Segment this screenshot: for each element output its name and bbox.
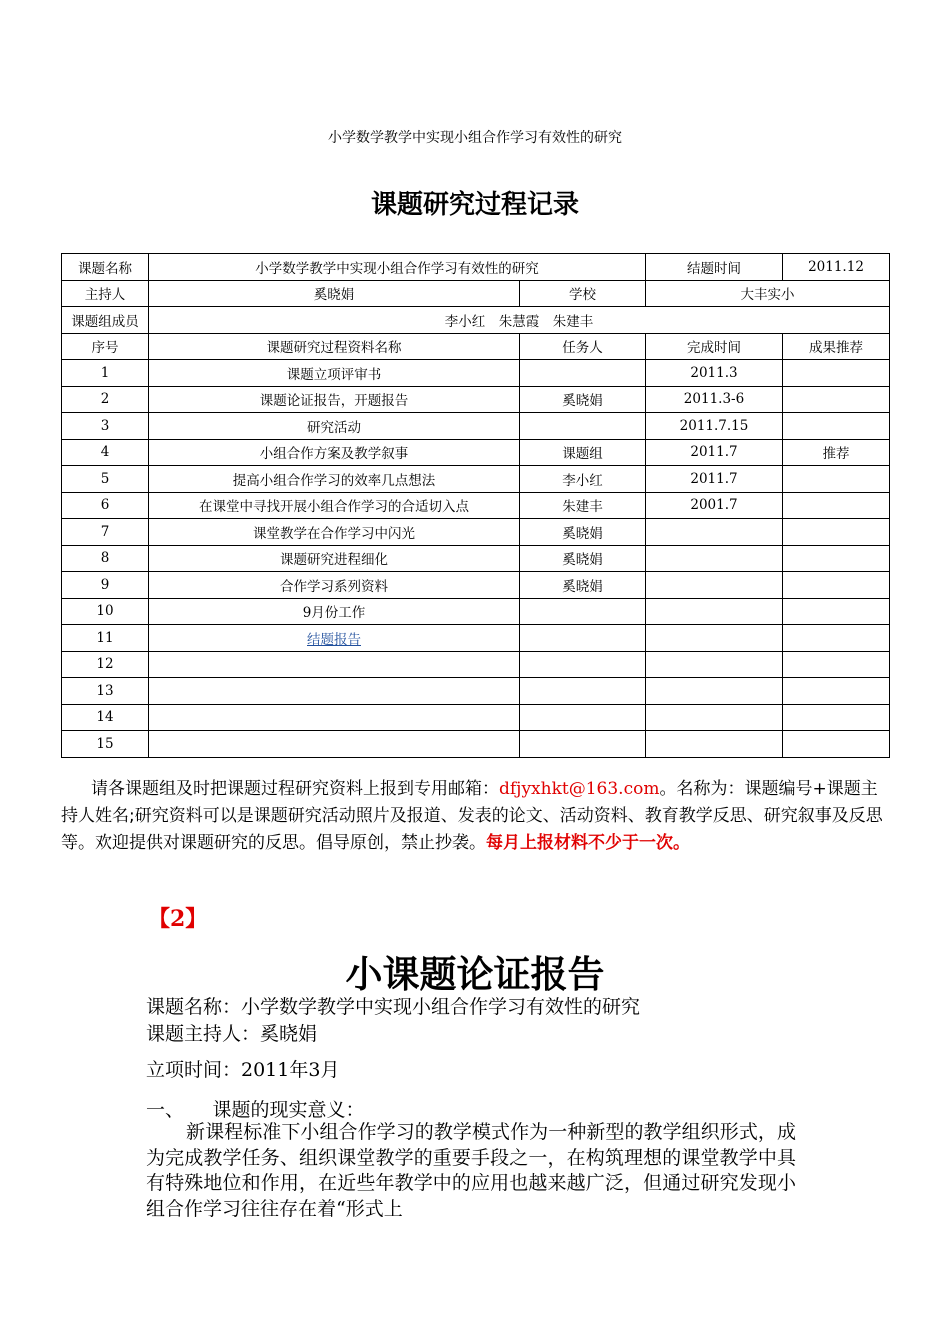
cell-recommend (783, 598, 890, 625)
cell-recommend (783, 413, 890, 440)
document-title: 课题研究过程记录 (370, 190, 579, 220)
cell-recommend (783, 651, 890, 678)
cell-no: 4 (62, 439, 149, 466)
table-row (62, 598, 890, 625)
cell-person: 奚晓娟 (520, 545, 646, 572)
cell-date: 2011.3-6 (646, 386, 783, 413)
cell-name (149, 678, 520, 705)
cell-date (646, 678, 783, 705)
cell-person: 奚晓娟 (520, 386, 646, 413)
members-value: 李小红 朱慧霞 朱建丰 (149, 307, 890, 334)
table-row (62, 678, 890, 705)
end-time-label: 结题时间 (646, 254, 783, 281)
cell-name: 9月份工作 (149, 598, 520, 625)
cell-date (646, 519, 783, 546)
cell-date: 2011.3 (646, 360, 783, 387)
cell-no: 12 (62, 651, 149, 678)
table-row (62, 492, 890, 519)
cell-recommend (783, 545, 890, 572)
cell-date: 2011.7 (646, 439, 783, 466)
cell-name: 合作学习系列资料 (149, 572, 520, 599)
cell-person (520, 651, 646, 678)
cell-no: 5 (62, 466, 149, 493)
table-row (62, 413, 890, 440)
cell-person (520, 360, 646, 387)
cell-recommend (783, 704, 890, 731)
cell-name: 课题论证报告，开题报告 (149, 386, 520, 413)
cell-recommend (783, 492, 890, 519)
section-marker: 【2】 (148, 906, 208, 932)
cell-recommend (783, 731, 890, 758)
table-row (62, 625, 890, 652)
cell-person: 李小红 (520, 466, 646, 493)
cell-date: 2011.7.15 (646, 413, 783, 440)
cell-person (520, 413, 646, 440)
cell-date (646, 731, 783, 758)
report-title: 小课题论证报告 (345, 952, 605, 996)
cell-person (520, 598, 646, 625)
cell-date (646, 625, 783, 652)
table-row (62, 386, 890, 413)
section-heading: 一、 课题的现实意义： (146, 1099, 365, 1121)
cell-date (646, 572, 783, 599)
report-topic-line: 课题名称：小学数学教学中实现小组合作学习有效性的研究 (146, 996, 641, 1018)
table-row (62, 519, 890, 546)
cell-no: 3 (62, 413, 149, 440)
note-text-after: 。名称为：课题编号+课题主持人姓名;研究资料可以是课题研究活动照片及报道、发表的论文、活动资料、教育教学反思、研究叙事及反思等。欢迎提供对课题研究的反思。倡导原创，禁止抄袭。 (61, 779, 883, 853)
cell-recommend (783, 386, 890, 413)
cell-recommend (783, 572, 890, 599)
note-highlight: 每月上报材料不少于一次。 (486, 833, 690, 853)
cell-name (149, 731, 520, 758)
cell-person (520, 678, 646, 705)
cell-person (520, 704, 646, 731)
cell-name (149, 651, 520, 678)
running-title: 小学数学教学中实现小组合作学习有效性的研究 (328, 130, 622, 146)
cell-person (520, 625, 646, 652)
cell-date (646, 598, 783, 625)
cell-recommend (783, 519, 890, 546)
final-report-link[interactable]: 结题报告 (307, 631, 361, 648)
cell-date (646, 545, 783, 572)
members-label: 课题组成员 (62, 307, 149, 334)
cell-no: 2 (62, 386, 149, 413)
cell-no: 9 (62, 572, 149, 599)
cell-no: 14 (62, 704, 149, 731)
column-header-person: 任务人 (520, 333, 646, 360)
table-row (62, 572, 890, 599)
cell-name: 提高小组合作学习的效率几点想法 (149, 466, 520, 493)
cell-person: 朱建丰 (520, 492, 646, 519)
column-header-no: 序号 (62, 333, 149, 360)
cell-date (646, 704, 783, 731)
school-value: 大丰实小 (646, 280, 890, 307)
cell-recommend (783, 625, 890, 652)
table-row (62, 545, 890, 572)
column-header-recommend: 成果推荐 (783, 333, 890, 360)
email-address: dfjyxhkt@163.com (499, 779, 660, 799)
cell-name: 在课堂中寻找开展小组合作学习的合适切入点 (149, 492, 520, 519)
cell-no: 10 (62, 598, 149, 625)
submission-note (61, 776, 891, 857)
cell-person: 课题组 (520, 439, 646, 466)
host-value: 奚晓娟 (149, 280, 520, 307)
report-host-line: 课题主持人：奚晓娟 (146, 1023, 318, 1045)
info-row-topic (62, 254, 890, 281)
note-text-before: 请各课题组及时把课题过程研究资料上报到专用邮箱： (91, 779, 499, 799)
cell-no: 6 (62, 492, 149, 519)
cell-name: 课题立项评审书 (149, 360, 520, 387)
cell-date: 2001.7 (646, 492, 783, 519)
cell-recommend (783, 360, 890, 387)
table-row (62, 731, 890, 758)
cell-recommend (783, 678, 890, 705)
cell-no: 13 (62, 678, 149, 705)
report-paragraph: 新课程标准下小组合作学习的教学模式作为一种新型的教学组织形式，成为完成教学任务、组织课堂教学的重要手段之一，在构筑理想的课堂教学中具有特殊地位和作用，在近些年教学中的应用也越来越广泛，但通过研究发现小组合作学习往往存在着“形式上 (146, 1121, 796, 1220)
table-row (62, 439, 890, 466)
topic-label: 课题名称 (62, 254, 149, 281)
cell-name (149, 625, 520, 652)
topic-value: 小学数学教学中实现小组合作学习有效性的研究 (149, 254, 646, 281)
cell-name: 课堂教学在合作学习中闪光 (149, 519, 520, 546)
cell-no: 15 (62, 731, 149, 758)
cell-person: 奚晓娟 (520, 572, 646, 599)
cell-no: 11 (62, 625, 149, 652)
report-date-line: 立项时间：2011年3月 (146, 1059, 340, 1081)
end-time-value: 2011.12 (783, 254, 890, 281)
cell-name: 课题研究进程细化 (149, 545, 520, 572)
table-row (62, 466, 890, 493)
column-header-date: 完成时间 (646, 333, 783, 360)
school-label: 学校 (520, 280, 646, 307)
process-record-table (61, 253, 890, 758)
cell-person (520, 731, 646, 758)
cell-no: 7 (62, 519, 149, 546)
info-row-host (62, 280, 890, 307)
cell-name: 小组合作方案及教学叙事 (149, 439, 520, 466)
cell-recommend (783, 466, 890, 493)
cell-no: 8 (62, 545, 149, 572)
cell-name: 研究活动 (149, 413, 520, 440)
table-row (62, 651, 890, 678)
cell-recommend: 推荐 (783, 439, 890, 466)
table-row (62, 360, 890, 387)
host-label: 主持人 (62, 280, 149, 307)
table-row (62, 704, 890, 731)
info-row-members (62, 307, 890, 334)
cell-date (646, 651, 783, 678)
cell-name (149, 704, 520, 731)
column-header-name: 课题研究过程资料名称 (149, 333, 520, 360)
cell-date: 2011.7 (646, 466, 783, 493)
cell-no: 1 (62, 360, 149, 387)
table-header-row (62, 333, 890, 360)
cell-person: 奚晓娟 (520, 519, 646, 546)
